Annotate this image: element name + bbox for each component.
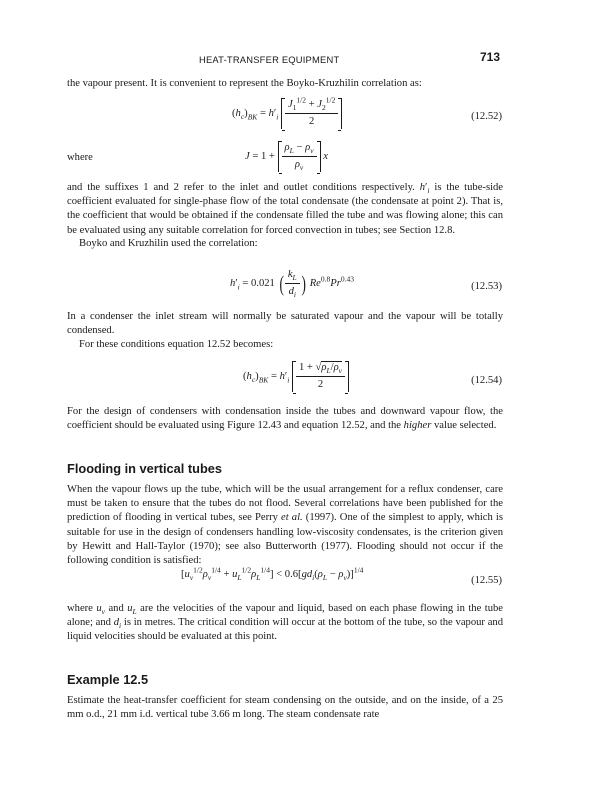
where-label: where	[67, 152, 93, 163]
text-span: For the design of condensers with condensation inside the tubes and downward vapour flow, the coefficient should be evaluated using Figure 12.43 and equation 12.52, and the	[67, 406, 503, 432]
text-span: When the vapour flows up the tube, which will be the usual arrangement for a reflux condenser, care must be taken to ensure that the tubes do not flood. Several correlations have been published for the prediction of flooding in vertical tubes, see Perry	[67, 484, 503, 524]
equation-12-55: $[u_v^{1/2}\rho_v^{1/4} + u_L^{1/2}\rho_L^{1/4}] < 0.6[gd_i(\rho_L - \rho_v)]^{1/4}$	[181, 565, 364, 583]
text-span: value selected.	[434, 420, 497, 432]
paragraph: Boyko and Kruzhilin used the correlation:	[79, 238, 258, 249]
example-heading: Example 12.5	[67, 672, 149, 687]
text-span: and the suffixes 1 and 2 refer to the inlet and outlet conditions respectively.	[67, 182, 415, 193]
equation-number: (12.55)	[471, 575, 502, 586]
equation-number: (12.52)	[471, 111, 502, 122]
paragraph: Estimate the heat-transfer coefficient for steam condensing on the outside, and on the inside, of a 25 mm o.d., 21 mm i.d. vertical tube 3.66 m long. The steam condensate rate	[67, 695, 503, 721]
paragraph: and the suffixes 1 and 2 refer to the inlet and outlet conditions respectively. $h'_i$ is the tube-side coefficient evaluated for single-phase flow of the total condensate (the condensate at point 2). That is, the coefficient that would be obtained if the condensate filled the tube and was flowing alone; this can be evaluated using any suitable correlation for forced convection in tubes; see Section 12.8.	[67, 182, 504, 236]
re-exponent: 0.8	[320, 274, 331, 284]
section-heading: Flooding in vertical tubes	[67, 461, 222, 476]
equation-12-52: $(h_c)_{BK} = h'_i$ $\frac{J_1^{1/2} + J_2^{1/2}}{2}$	[232, 98, 342, 129]
equation-j: J = 1 + $\frac{\rho_L - \rho_v}{\rho_v}$ x	[245, 142, 328, 173]
text-span: are the velocities of the vapour and liquid, based on each phase flowing in the tube alone; and	[67, 603, 503, 629]
text-span: (1997). One of the simplest to apply, which is suitable for use in the design of condensers handling low-viscosity condensates, is the criterion given by Hewitt and Hall-Taylor (1970); see also Butterworth (1977). Flooding should not occur if the following condition is satisfied:	[67, 512, 503, 567]
emphasis: et al.	[281, 512, 303, 524]
equation-number: (12.54)	[471, 375, 502, 386]
equation-12-54: $(h_c)_{BK} = h'_i$ $\frac{1 + √\rho_L/\rho_v}{2}$	[243, 361, 349, 392]
equation-number: (12.53)	[471, 281, 502, 292]
paragraph: where $u_v$ and $u_L$ are the velocities of the vapour and liquid, based on each phase flowing in the tube alone; and $d_i$ is in metres. The critical condition will occur at the bottom of the tube, so the vapour and liquid velocities should be evaluated at this point.	[67, 603, 503, 643]
emphasis: higher	[403, 420, 432, 432]
equation-12-53: $h'_i = 0.021$ ( $\frac{k_L}{d_i}$ ) $Re^{0.8}Pr^{0.43}$	[230, 269, 354, 300]
page-number: 713	[480, 50, 501, 64]
pr-exponent: 0.43	[340, 274, 354, 284]
paragraph: For these conditions equation 12.52 becomes:	[79, 339, 274, 350]
coefficient: 0.021	[251, 278, 275, 290]
text-span: is in metres. The critical condition will occur at the bottom of the tube, so the vapour and liquid velocities should be evaluated at this point.	[67, 617, 503, 643]
text-span: is the tube-side coefficient evaluated for single-phase flow of the total condensate (the condensate at point 2). That is, the coefficient that would be obtained if the condensate filled the tube and was flowing alone; this can be evaluated using any suitable correlation for forced convection in tubes; see Section 12.8.	[67, 182, 504, 236]
paragraph	[67, 483, 503, 568]
paragraph	[67, 405, 503, 433]
running-header: HEAT-TRANSFER EQUIPMENT	[199, 54, 340, 65]
paragraph: the vapour present. It is convenient to represent the Boyko-Kruzhilin correlation as:	[67, 78, 422, 89]
paragraph: In a condenser the inlet stream will normally be saturated vapour and the vapour will be totally condensed.	[67, 311, 503, 337]
